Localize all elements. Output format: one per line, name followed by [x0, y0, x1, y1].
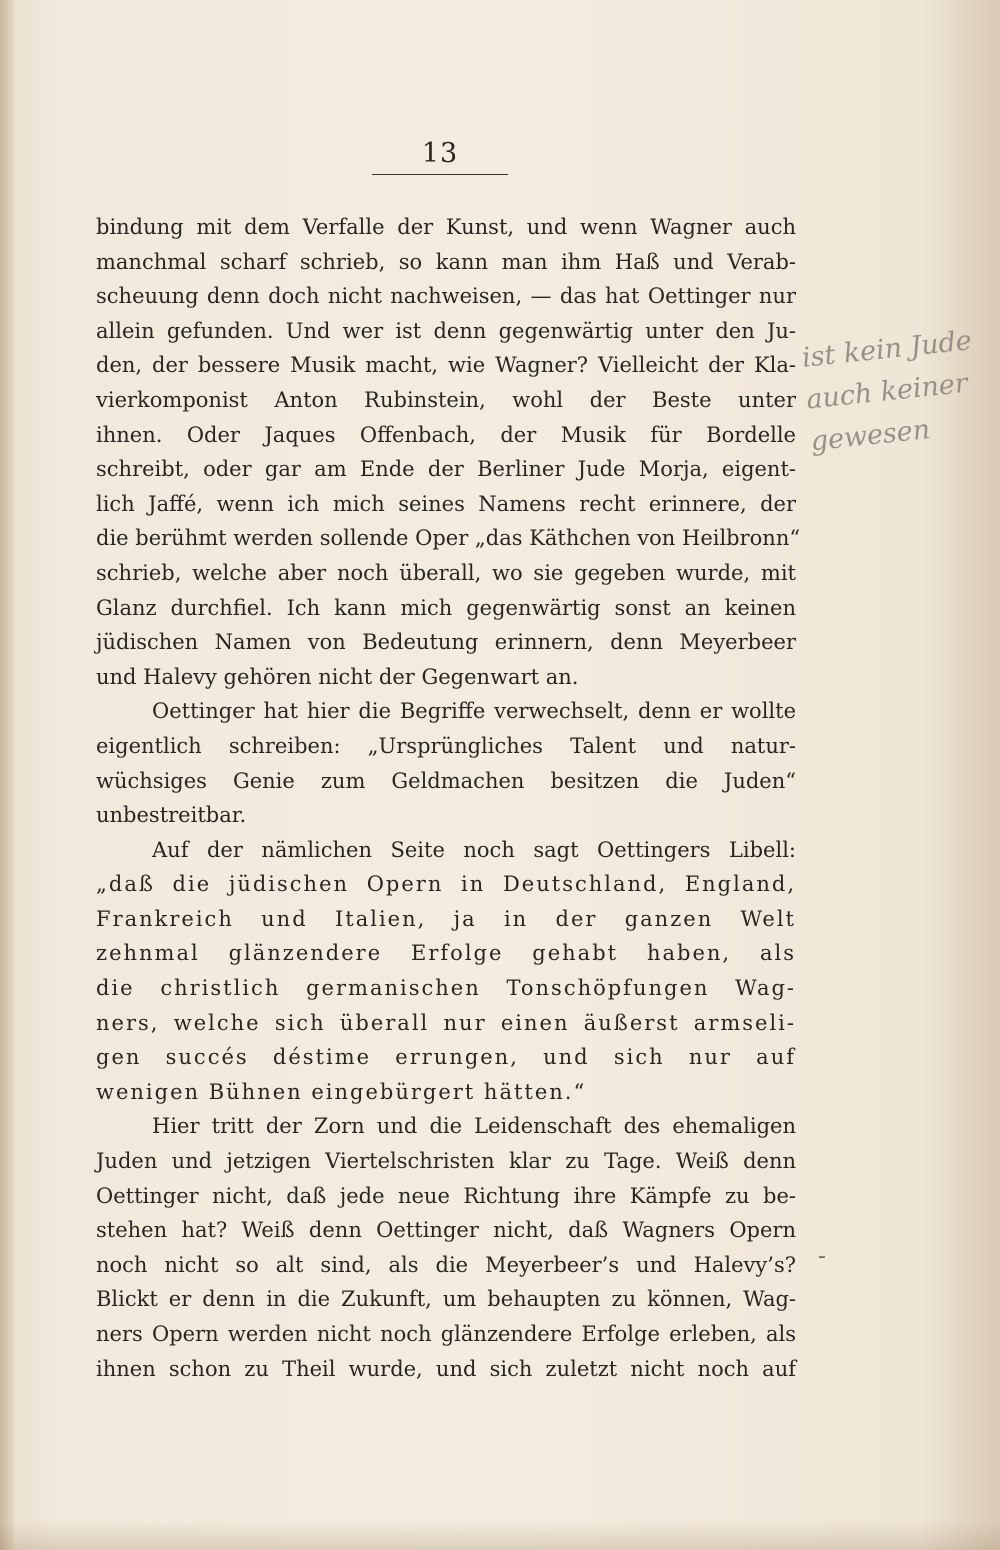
text-line: noch nicht so alt sind, als die Meyerbeer’s und Halevy’s?	[96, 1252, 796, 1277]
text-line: jüdischen Namen von Bedeutung erinnern, denn Meyerbeer	[96, 630, 796, 655]
text-line: Frankreich und Italien, ja in der ganzen Welt	[96, 906, 796, 931]
page-number: 13	[421, 138, 459, 169]
text-line: stehen hat? Weiß denn Oettinger nicht, daß Wagners Opern	[96, 1218, 796, 1243]
text-line: wenigen Bühnen eingebürgert hätten.“	[96, 1079, 587, 1104]
text-line: ihnen schon zu Theil wurde, und sich zuletzt nicht noch auf	[96, 1356, 796, 1381]
text-line: schrieb, welche aber noch überall, wo sie gegeben wurde, mit	[96, 560, 796, 585]
page-bottom-shadow	[0, 1520, 1000, 1550]
note-line: auch keiner	[804, 367, 970, 416]
text-line: eigentlich schreiben: „Ursprüngliches Talent und natur-	[96, 733, 796, 758]
text-line: Oettinger hat hier die Begriffe verwechselt, denn er wollte	[152, 699, 796, 724]
text-line: allein gefunden. Und wer ist denn gegenwärtig unter den Ju-	[96, 318, 796, 343]
text-line: die christlich germanischen Tonschöpfungen Wag-	[96, 976, 796, 1001]
text-line: unbestreitbar.	[96, 803, 247, 828]
text-line: manchmal scharf schrieb, so kann man ihm Haß und Verab-	[96, 249, 796, 274]
text-line: bindung mit dem Verfalle der Kunst, und wenn Wagner auch	[96, 215, 796, 239]
body-text	[96, 210, 801, 1386]
text-line: Glanz durchfiel. Ich kann mich gegenwärtig sonst an keinen	[96, 595, 796, 620]
margin-mark: -	[818, 1244, 826, 1269]
header-rule	[372, 174, 508, 175]
text-line: Hier tritt der Zorn und die Leidenschaft des ehemaligen	[152, 1114, 796, 1139]
text-line: „daß die jüdischen Opern in Deutschland, England,	[96, 872, 796, 897]
text-line: den, der bessere Musik macht, wie Wagner? Vielleicht der Kla-	[96, 353, 796, 378]
text-line: Auf der nämlichen Seite noch sagt Oettingers Libell:	[152, 837, 796, 862]
text-line: ners Opern werden nicht noch glänzendere Erfolge erleben, als	[96, 1322, 796, 1346]
handwritten-margin-note	[800, 318, 1000, 464]
text-line: schreibt, oder gar am Ende der Berliner Jude Morja, eigent-	[96, 457, 796, 482]
text-line: ihnen. Oder Jaques Offenbach, der Musik für Bordelle	[96, 422, 796, 447]
page-binding-edge	[0, 0, 14, 1550]
text-line: lich Jaffé, wenn ich mich seines Namens recht erinnere, der	[96, 491, 796, 516]
text-line: vierkomponist Anton Rubinstein, wohl der Beste unter	[96, 387, 796, 412]
text-line: zehnmal glänzendere Erfolge gehabt haben, als	[96, 941, 796, 966]
text-line: Oettinger nicht, daß jede neue Richtung ihre Kämpfe zu be-	[96, 1183, 796, 1208]
text-line: wüchsiges Genie zum Geldmachen besitzen die Juden“	[96, 768, 796, 793]
text-line: Juden und jetzigen Viertelschristen klar zu Tage. Weiß denn	[96, 1149, 796, 1174]
text-line: Blickt er denn in die Zukunft, um behaupten zu können, Wag-	[96, 1287, 796, 1312]
note-line: ist kein Jude	[800, 325, 974, 374]
text-line: und Halevy gehören nicht der Gegenwart an.	[96, 664, 579, 689]
text-line: die berühmt werden sollende Oper „das Käthchen von Heilbronn“	[96, 526, 801, 551]
text-line: ners, welche sich überall nur einen äußerst armseli-	[96, 1010, 796, 1035]
text-line: scheuung denn doch nicht nachweisen, — das hat Oettinger nur	[96, 284, 796, 309]
note-line: gewesen	[809, 414, 932, 458]
text-line: gen succés déstime errungen, und sich nur auf	[96, 1045, 796, 1070]
